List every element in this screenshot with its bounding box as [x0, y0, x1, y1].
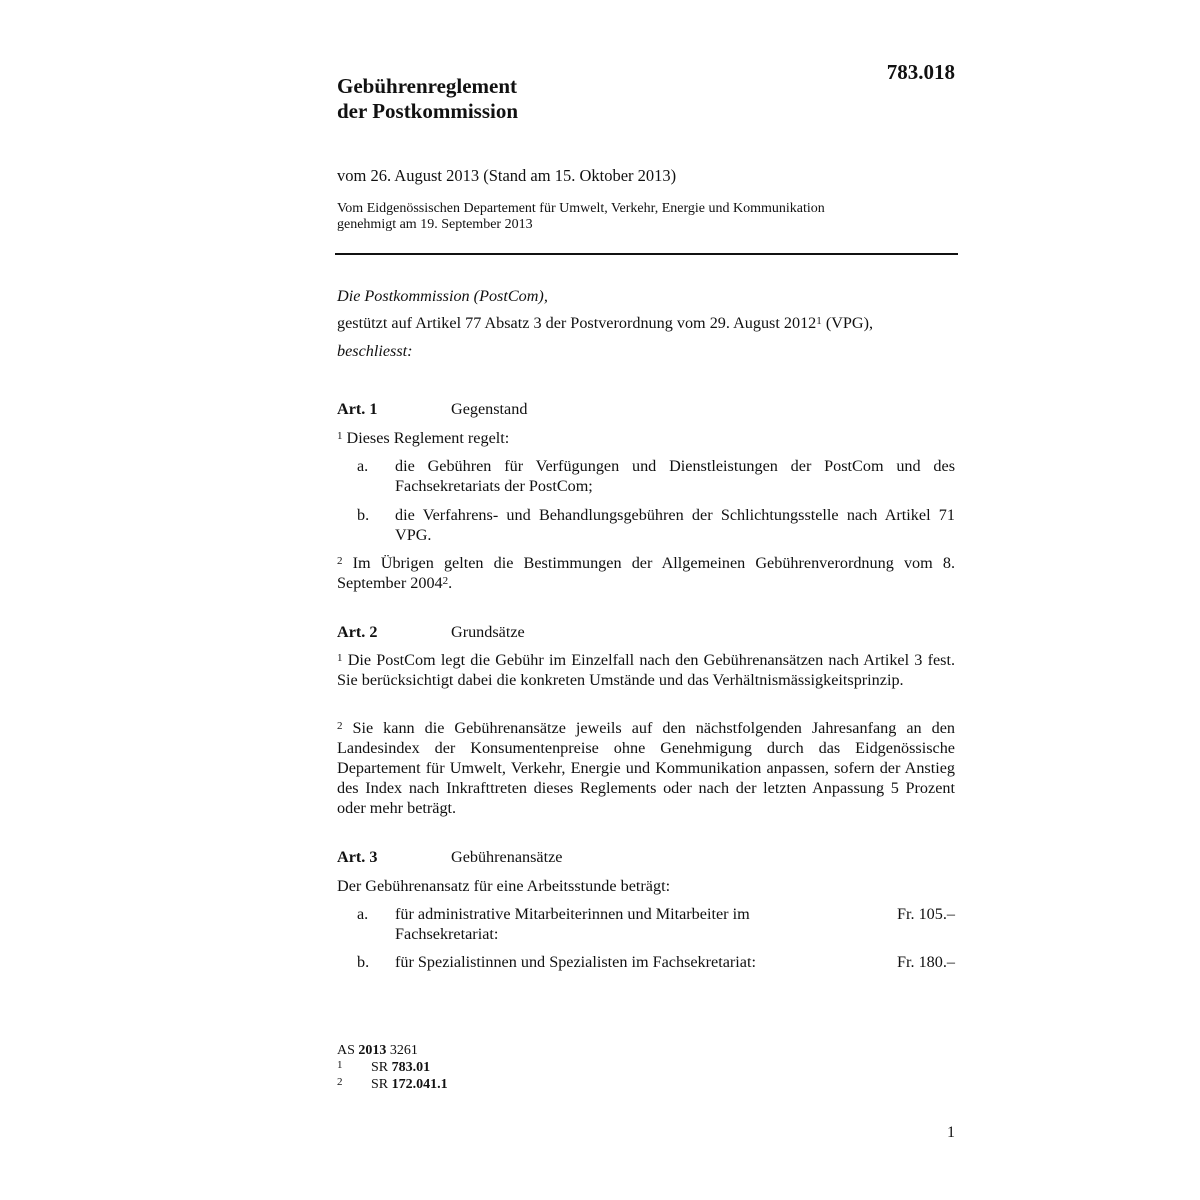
- footnote-2: [337, 1075, 448, 1092]
- preamble-basis: [337, 313, 873, 333]
- preamble-decision: beschliesst:: [337, 342, 413, 360]
- item-text: für Spezialistinnen und Spezialisten im Fachsekretariat:: [395, 953, 756, 971]
- header-divider: [335, 253, 958, 255]
- approval-line-1: Vom Eidgenössischen Departement für Umwelt, Verkehr, Energie und Kommunikation: [337, 201, 825, 216]
- article-1-para-2: [337, 553, 955, 593]
- preamble-basis-suffix: (VPG),: [821, 314, 874, 332]
- article-3-item-b: [357, 952, 955, 972]
- as-year: 2013: [358, 1043, 387, 1058]
- footnote-ref-2[interactable]: 2: [442, 575, 449, 587]
- item-letter: b.: [357, 506, 370, 524]
- item-letter: b.: [357, 953, 370, 971]
- article-2-title: Grundsätze: [451, 623, 525, 641]
- article-3-intro: Der Gebührenansatz für eine Arbeitsstunde beträgt:: [337, 877, 671, 895]
- preamble-basis-text: gestützt auf Artikel 77 Absatz 3 der Postverordnung vom 29. August 2012: [337, 314, 817, 332]
- title-line-1: Gebührenreglement: [337, 74, 518, 98]
- article-2-heading: [337, 622, 957, 642]
- approval-note: [337, 201, 957, 233]
- item-text: die Gebühren für Verfügungen und Dienstleistungen der PostCom und des Fachsekretariats der PostCom;: [395, 457, 955, 495]
- article-2-para-1: [337, 650, 955, 690]
- article-1-para-1: [337, 428, 955, 448]
- item-letter: a.: [357, 457, 369, 475]
- para-text: Im Übrigen gelten die Bestimmungen der Allgemeinen Gebührenverordnung vom 8. September 2004: [337, 554, 955, 592]
- footnote-ref-1[interactable]: 1: [816, 315, 822, 327]
- para-number: 1: [337, 430, 343, 442]
- para-text: Die PostCom legt die Gebühr im Einzelfall nach den Gebührenansätzen nach Artikel 3 fest. Sie berücksichtigt dabei die konkreten Umstände und das Verhältnismässigkeitsprinzip.: [337, 651, 955, 689]
- article-2-para-2: [337, 718, 955, 818]
- para-number: 1: [337, 652, 343, 664]
- footnote-prefix: SR: [371, 1060, 392, 1075]
- article-3-title: Gebührenansätze: [451, 848, 563, 866]
- article-3-number: Art. 3: [337, 848, 378, 866]
- para-number: 2: [337, 555, 343, 567]
- document-title: [337, 74, 518, 124]
- as-page: 3261: [386, 1043, 418, 1058]
- title-line-2: der Postkommission: [337, 99, 519, 123]
- article-1-item-b: [357, 505, 955, 545]
- footnote-ref[interactable]: 783.01: [391, 1060, 431, 1075]
- article-2-number: Art. 2: [337, 623, 378, 641]
- article-1-title: Gegenstand: [451, 400, 528, 418]
- item-text: die Verfahrens- und Behandlungsgebühren der Schlichtungsstelle nach Artikel 71 VPG.: [395, 506, 955, 544]
- date-line: vom 26. August 2013 (Stand am 15. Oktober 2013): [337, 166, 677, 185]
- footnote-number: 1: [337, 1059, 343, 1071]
- article-3-item-a: [357, 904, 955, 944]
- item-text: für administrative Mitarbeiterinnen und Mitarbeiter im Fachsekretariat:: [395, 905, 750, 943]
- page-number: 1: [947, 1124, 955, 1141]
- fee-amount: Fr. 105.–: [896, 905, 955, 923]
- article-1-number: Art. 1: [337, 400, 378, 418]
- as-prefix: AS: [337, 1043, 359, 1058]
- article-1-item-a: [357, 456, 955, 496]
- sr-number: 783.018: [886, 60, 955, 84]
- footnote-1: [337, 1058, 448, 1075]
- footnote-ref[interactable]: 172.041.1: [391, 1077, 448, 1092]
- article-1-heading: [337, 399, 957, 419]
- preamble-authority: Die Postkommission (PostCom),: [337, 287, 548, 305]
- fee-amount: Fr. 180.–: [896, 953, 955, 971]
- para-text: Sie kann die Gebührenansätze jeweils auf den nächstfolgenden Jahresanfang an den Landesindex der Konsumentenpreise ohne Genehmigung durch das Eidgenössische Departement für Umwelt, Verkehr, Energie und Kommunikation anpassen, sofern der Anstieg des Index nach Inkrafttreten dieses Reglements oder nach der letzten Anpassung 5 Prozent oder mehr beträgt.: [337, 719, 955, 817]
- para-suffix: .: [448, 574, 453, 592]
- footnotes: [337, 1043, 448, 1092]
- as-reference: [337, 1043, 448, 1058]
- footnote-prefix: SR: [371, 1077, 392, 1092]
- para-text: Dieses Reglement regelt:: [342, 429, 510, 447]
- para-number: 2: [337, 720, 343, 732]
- article-3-heading: [337, 847, 957, 867]
- item-letter: a.: [357, 905, 369, 923]
- approval-line-2: genehmigt am 19. September 2013: [337, 217, 533, 232]
- footnote-number: 2: [337, 1076, 343, 1088]
